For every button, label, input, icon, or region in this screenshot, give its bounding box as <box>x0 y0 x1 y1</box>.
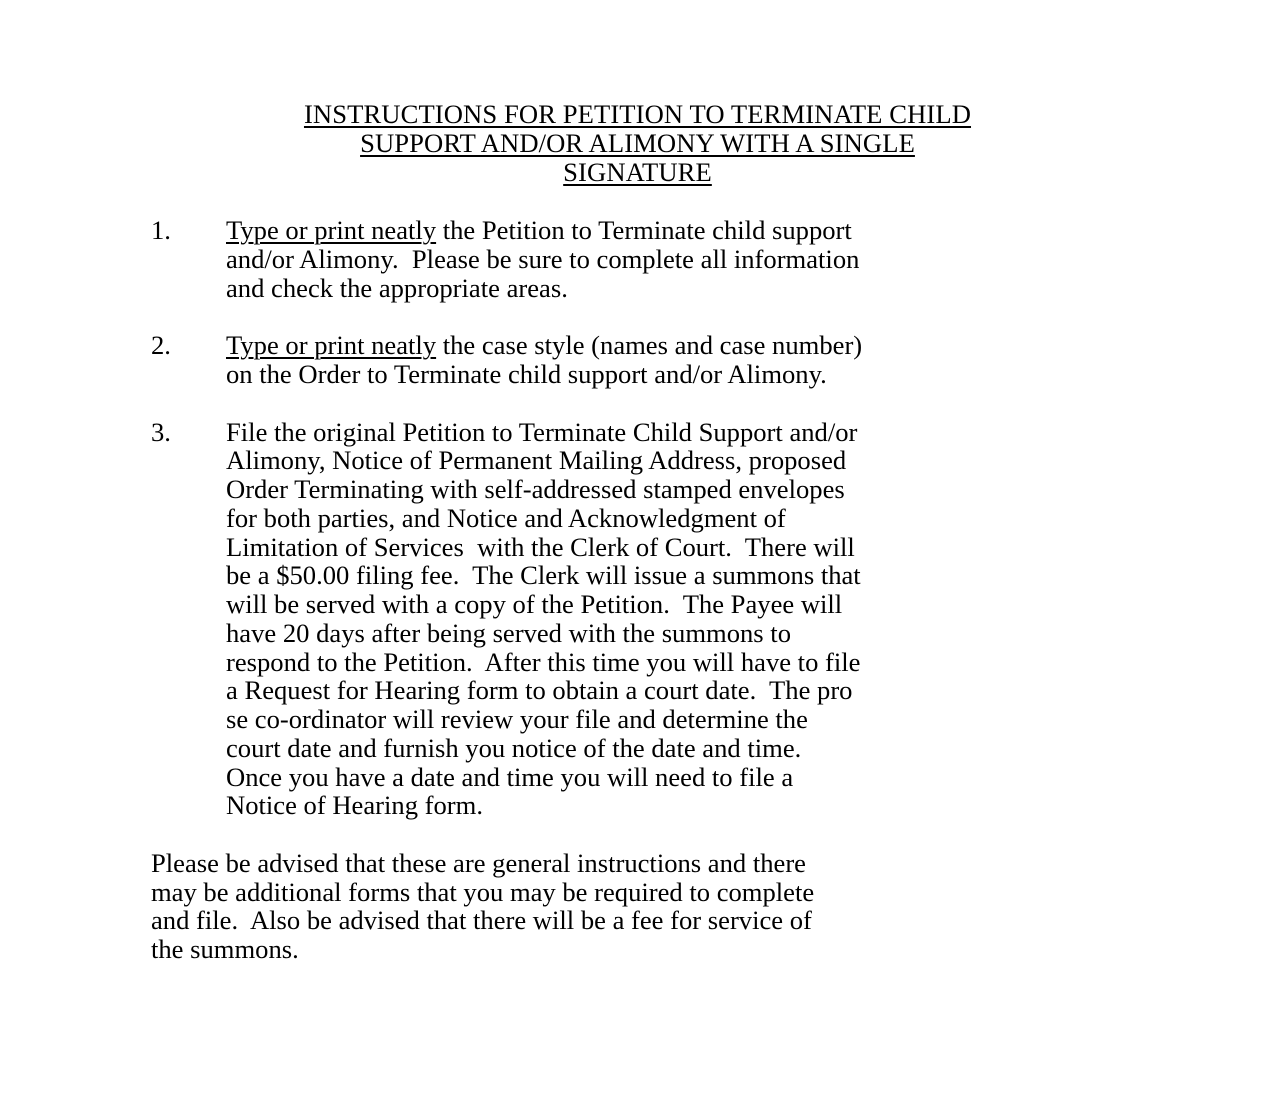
item-3-line-14: Notice of Hearing form. <box>226 790 483 820</box>
item-3-line-6: be a $50.00 filing fee. The Clerk will issue a summons that <box>226 560 861 590</box>
item-3-line-8: have 20 days after being served with the summons to <box>226 618 791 648</box>
title-line-1: INSTRUCTIONS FOR PETITION TO TERMINATE CHILD <box>303 99 972 129</box>
item-3-line-5: Limitation of Services with the Clerk of Court. There will <box>226 532 855 562</box>
item-2-line-1-rest: the case style (names and case number) <box>436 330 863 360</box>
item-2-line-2: on the Order to Terminate child support and/or Alimony. <box>226 359 827 389</box>
closing-line-3: and file. Also be advised that there will be a fee for service of <box>151 905 812 935</box>
item-3-line-12: court date and furnish you notice of the date and time. <box>226 733 802 763</box>
title-line-3: SIGNATURE <box>563 157 712 187</box>
item-3-line-11: se co-ordinator will review your file and determine the <box>226 704 808 734</box>
item-1-number: 1. <box>151 215 171 245</box>
item-3-line-3: Order Terminating with self-addressed stamped envelopes <box>226 474 845 504</box>
title-line-2: SUPPORT AND/OR ALIMONY WITH A SINGLE <box>360 128 915 158</box>
item-3-line-4: for both parties, and Notice and Acknowledgment of <box>226 503 786 533</box>
item-3-line-2: Alimony, Notice of Permanent Mailing Address, proposed <box>226 445 847 475</box>
item-2-number: 2. <box>151 330 171 360</box>
item-2-emphasis: Type or print neatly <box>226 330 437 360</box>
item-2-line-1 <box>226 331 862 360</box>
item-1-line-3: and check the appropriate areas. <box>226 273 568 303</box>
item-3-line-7: will be served with a copy of the Petition. The Payee will <box>226 589 843 619</box>
closing-line-2: may be additional forms that you may be required to complete <box>151 877 815 907</box>
item-3-line-13: Once you have a date and time you will need to file a <box>226 762 794 792</box>
item-1-line-1 <box>226 216 852 245</box>
item-1-line-2: and/or Alimony. Please be sure to complete all information <box>226 244 860 274</box>
item-3-line-1: File the original Petition to Terminate Child Support and/or <box>226 417 858 447</box>
item-3-line-10: a Request for Hearing form to obtain a court date. The pro <box>226 675 853 705</box>
item-1-line-1-rest: the Petition to Terminate child support <box>436 215 852 245</box>
item-3-line-9: respond to the Petition. After this time you will have to file <box>226 647 861 677</box>
item-1-emphasis: Type or print neatly <box>226 215 437 245</box>
closing-line-1: Please be advised that these are general instructions and there <box>151 848 806 878</box>
closing-line-4: the summons. <box>151 934 299 964</box>
item-3-number: 3. <box>151 417 171 447</box>
